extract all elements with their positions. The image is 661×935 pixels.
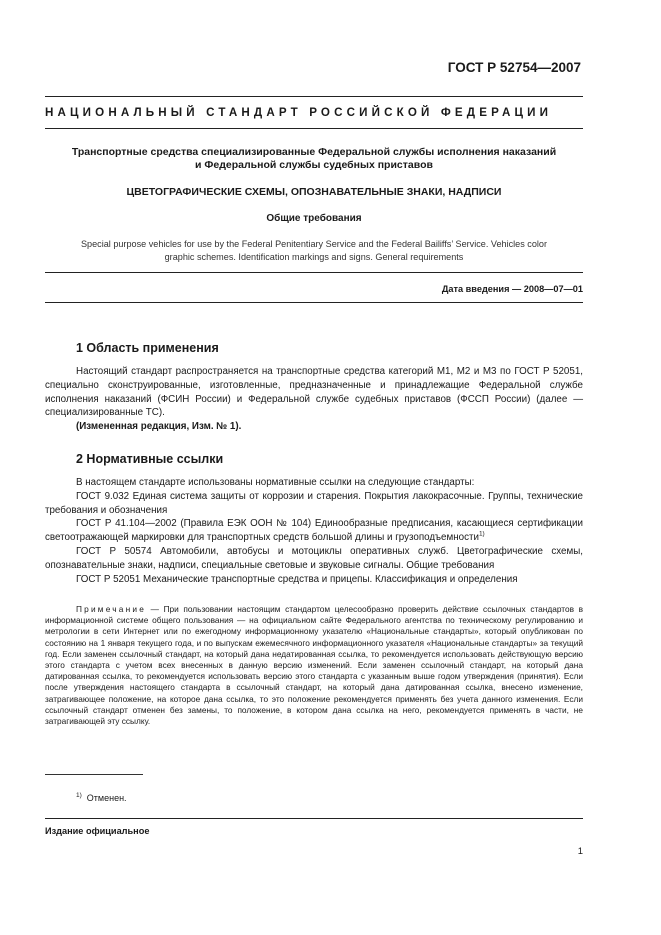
note-text: — При пользовании настоящим стандартом целесообразно проверить действие ссылочных стандартов в информационной системе общего пользования — на официальном сайте Федерального агентства по техническому регулированию и метрологии в сети Интернет или по ежегодному информационному указателю «Национальные стандарты», который опубликован по состоянию на 1 января текущего года, и по выпускам ежемесячного информационного указателя «Национальные стандарты» за текущий год. Если заменен ссылочный стандарт, на который дана недатированная ссылка, то рекомендуется использовать действующую версию этого стандарта с учетом всех внесенных в данную версию изменений. Если заменен ссылочный стандарт, на который дана датированная ссылка, то рекомендуется использовать версию этого стандарта с указанным выше годом утверждения (принятия). Если после утверждения настоящего стандарта в ссылочный стандарт, на который дана датированная ссылка, внесено изменение, затрагивающее положение, на которое дана ссылка, то это положение рекомендуется применять без учета данного изменения. Если ссылочный стандарт отменен без замены, то положение, в котором дана ссылка на него, рекомендуется применять в части, не затрагивающей эту ссылку.	[45, 604, 583, 727]
note-label: Примечание	[76, 604, 147, 614]
reference-gost-r-52051: ГОСТ Р 52051 Механические транспортные средства и прицепы. Классификация и определения	[76, 573, 518, 585]
section2-intro: В настоящем стандарте использованы нормативные ссылки на следующие стандарты:	[76, 477, 475, 488]
reference-gost-9032: ГОСТ 9.032 Единая система защиты от коррозии и старения. Покрытия лакокрасочные. Группы, технические требования и обозначения	[45, 490, 583, 516]
section1-amendment: (Измененная редакция, Изм. № 1).	[76, 421, 242, 433]
edition-label: Издание официальное	[45, 826, 150, 836]
title-en-line1: Special purpose vehicles for use by the Federal Penitentiary Service and the Federal Bailiffs’ Service. Vehicles color	[80, 239, 548, 249]
header-rule	[45, 128, 583, 129]
top-rule	[45, 96, 583, 97]
title-ru-line2: и Федеральной службы судебных приставов	[195, 159, 433, 171]
title-main: ЦВЕТОГРАФИЧЕСКИЕ СХЕМЫ, ОПОЗНАВАТЕЛЬНЫЕ ЗНАКИ, НАДПИСИ	[126, 186, 502, 198]
footer-rule	[45, 818, 583, 819]
section2-heading: 2 Нормативные ссылки	[76, 452, 224, 466]
document-code: ГОСТ Р 52754—2007	[447, 60, 581, 75]
section1-body	[45, 365, 583, 434]
intro-date: Дата введения — 2008—07—01	[441, 284, 583, 294]
footnote-mark: 1)	[76, 792, 82, 799]
title-russian	[45, 146, 583, 172]
standard-type: НАЦИОНАЛЬНЫЙ СТАНДАРТ РОССИЙСКОЙ ФЕДЕРАЦИИ	[45, 106, 553, 119]
reference-gost-r-41104-text: ГОСТ Р 41.104—2002 (Правила ЕЭК ООН № 104) Единообразные предписания, касающиеся сертификации светоотражающей маркировки для транспортных средств большой длины и грузоподъемности	[45, 518, 583, 544]
date-rule	[45, 302, 583, 303]
section2-body	[45, 476, 583, 586]
section1-heading: 1 Область применения	[76, 341, 219, 355]
note-paragraph	[45, 604, 583, 727]
footnote-text: Отменен.	[86, 793, 127, 803]
title-english	[45, 238, 583, 263]
title-subtitle: Общие требования	[266, 213, 362, 224]
section1-text: Настоящий стандарт распространяется на транспортные средства категорий М1, М2 и М3 по ГОСТ Р 52051, специально сконструированные, изготовленные, предназначенные и принадлежащие Федеральной службе исполнения наказаний (ФСИН России) и Федеральной службе судебных приставов (ФССП России) (далее — специализированные ТС).	[45, 366, 583, 419]
footnote-rule	[45, 774, 143, 775]
reference-gost-r-41104	[45, 517, 583, 545]
title-rule	[45, 272, 583, 273]
title-en-line2: graphic schemes. Identification markings and signs. General requirements	[164, 251, 464, 262]
footnote-marker: 1)	[478, 530, 485, 538]
page-number: 1	[577, 846, 583, 857]
note-block	[45, 604, 583, 727]
footnote	[76, 793, 127, 803]
title-ru-line1: Транспортные средства специализированные Федеральной службы исполнения наказаний	[71, 146, 557, 158]
reference-gost-r-50574: ГОСТ Р 50574 Автомобили, автобусы и мотоциклы оперативных служб. Цветографические схемы, опознавательные знаки, надписи, специальные световые и звуковые сигналы. Общие требования	[45, 545, 583, 571]
